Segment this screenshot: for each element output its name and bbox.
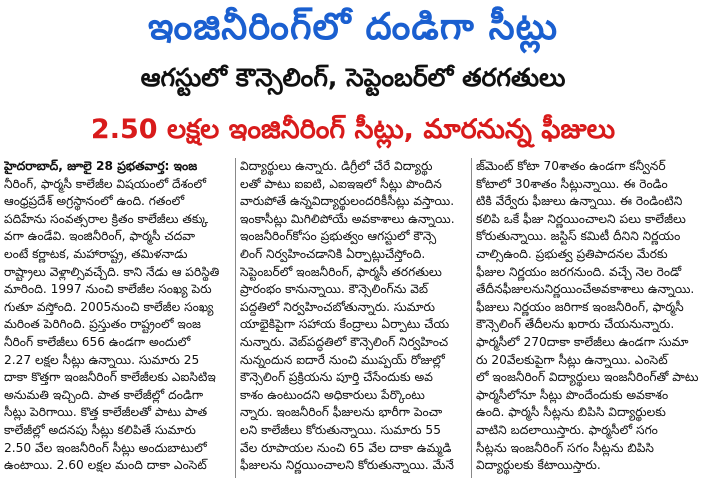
- article-line: ఉంది. ఫార్మసీ సీట్లను బిపిసి విద్యార్థులకు: [476, 405, 666, 420]
- article-line: 2.27 లక్షల సీట్లు ఉన్నాయి. సుమారు 25: [4, 352, 200, 367]
- article-line: నున్నందున ఐదారే నుంచి ముప్పయ్ రోజుల్లో: [240, 352, 445, 367]
- article-column-2: [240, 158, 466, 478]
- column-divider: [471, 158, 472, 478]
- article-line: ఉంటాయి. 2.60 లక్షల మంది దాకా ఎంసెట్: [4, 458, 207, 473]
- article-line: పద్ధతిలో నిర్వహించబోతున్నారు. సుమారు: [240, 299, 435, 314]
- article-line: దాకా కొత్తగా ఇంజనీరింగ్ కాలేజీలకు ఎఐసిటిఇ: [4, 370, 216, 385]
- article-line: అనుమతి ఇచ్చింది. పాత కాలేజీల్లో దండిగా: [4, 387, 204, 402]
- article-line: వాటిని బదలాయిస్తారు. ఫార్మసీలో సగం: [476, 422, 658, 437]
- article-line: లతో పాటు ఐఐటి, ఎఐఇఇలో సీట్లు పొందిన: [240, 176, 442, 191]
- article-line: విద్యార్థులకు కేటాయిస్తారు.: [476, 458, 601, 473]
- article-line: నున్నారు. వెబ్‌పద్ధతిలో కౌన్సెలింగ్ నిర్వహించ: [240, 334, 449, 349]
- headline: ఇంజినీరింగ్‌లో దండిగా సీట్లు: [147, 5, 559, 48]
- article-line: ఫార్మసీలోనూ సీట్లు పొందేందుకు అవకాశం: [476, 387, 669, 402]
- article-line: కాలేజీల్లో అదనపు సీట్లు కలిపితే సుమారు: [4, 422, 196, 437]
- article-line: తేదీనఫీజులనునిర్ణయించేఅవకాశాలు ఉన్నాయి.: [476, 282, 695, 297]
- secondary-subheadline: 2.50 లక్షల ఇంజినీరింగ్ సీట్లు, మారనున్న ఫీజులు: [90, 114, 616, 145]
- article-line: వగా ఉండేవి. ఇంజినీరింగ్, ఫార్మసీ చదవా: [4, 229, 195, 244]
- article-line: మరింత పెరిగింది. ప్రస్తుతం రాష్ట్రంలో ఇంజ: [4, 317, 201, 332]
- article-line: సెప్టెంబర్‌లో ఇంజనీరింగ్, ఫార్మసీ తరగతులు: [240, 264, 442, 279]
- article-line: కౌన్సెలింగ్ ప్రక్రియను పూర్తి చేసేందుకు అవ: [240, 370, 433, 385]
- article-line: ఫీజులను నిర్ణయించాలని కోరుతున్నాయి. మేనే: [240, 458, 454, 473]
- article-column-1: [4, 158, 230, 478]
- article-line: కోటాలో 30శాతం సీట్లున్నాయి. ఈ రెండిం: [476, 176, 668, 191]
- article-line: కోరుతున్నాయి. జస్టిస్ కమిటీ దీనిని నిర్ణయం: [476, 229, 681, 244]
- article-line: లని కాలేజీలు కోరుతున్నాయి. సుమారు 55: [240, 422, 441, 437]
- article-line: కౌన్సెలింగ్ తేదీలను ఖరారు చేయనున్నారు.: [476, 317, 675, 332]
- article-line: ఫీజుల నిర్ణయం జరగనుంది. వచ్చే నెల రెండో: [476, 264, 682, 279]
- article-line: హైదరాబాద్, జూలై 28 ప్రభతవార్త: ఇంజ: [4, 159, 198, 173]
- article-line: ఇంజనీరింగ్‌కోసం ప్రభుత్వం ఆగస్టులో కౌన్సె: [240, 229, 437, 244]
- article-line: కాశం ఉంటుందని అధికారులు పేర్కొంటు: [240, 387, 425, 402]
- article-line: సీట్లను ఇంజనీరింగ్ సగం సీట్లను బిపిసి: [476, 440, 654, 455]
- article-line: లంటే కర్ణాటక, మహారాష్ట్ర, తమిళనాడు: [4, 246, 188, 261]
- article-line: ఇంకాసీట్లు మిగిలిపోయే అవకాశాలు ఉన్నాయి.: [240, 211, 455, 226]
- article-line: మారింది. 1997 నుంచి కాలేజీల సంఖ్య పెరు: [4, 282, 212, 297]
- article-line: యాభైకిపైగా సహాయ కేంద్రాలు ఏర్పాటు చేయ: [240, 317, 450, 332]
- article-line: వేల రూపాయల నుంచి 65 వేల దాకా ఉమ్మడి: [240, 440, 452, 455]
- article-line: జ్‌మెంట్ కోటా 70శాతం ఉండగా కన్వీనర్: [476, 159, 666, 173]
- article-line: 2.50 వేల ఇంజనీరింగ్ సీట్లు అందుబాటులో: [4, 440, 207, 455]
- article-line: లింగ్ నిర్వహించడానికి ఏర్పాట్లుచేస్తోంది.: [240, 246, 426, 261]
- article-line: విద్యార్థులు ఉన్నారు. డిగ్రీలో చేరే విద్యార్థు: [240, 159, 433, 173]
- article-line: నీరింగ్ కాలేజీలు 656 ఉండగా అందులో: [4, 334, 191, 349]
- article-line: టికి వేర్వేరు ఫీజులు ఉన్నాయి. ఈ రెండింటిని: [476, 194, 683, 209]
- article-line: సీట్లు పెరిగాయి. కొత్త కాలేజీలతో పాటు పాత: [4, 405, 208, 420]
- article-line: రాష్ట్రాలు వెళ్లాల్సివచ్చేది. కాని నేడు ఆ పరిస్థితి: [4, 264, 220, 279]
- article-line: లో ఇంజనీరింగ్ విద్యార్థులు ఇంజనీరింగ్‌తో పాటు: [476, 370, 699, 385]
- article-line: పదిహేను సంవత్సరాల క్రితం కాలేజీలు తక్కు: [4, 211, 209, 226]
- article-column-3: [476, 158, 702, 478]
- article-line: ప్రారంభం కానున్నాయి. కౌన్సెలింగ్‌ను వెబ్: [240, 282, 429, 297]
- article-line: ఫార్మసీలో 270దాకా కాలేజీలు ఉండగా సుమా: [476, 334, 689, 349]
- article-body: [4, 158, 702, 478]
- article-line: రు 20వేలకుపైగా సీట్లు ఉన్నాయి. ఎంసెట్: [476, 352, 668, 367]
- article-line: ఫీజులు నిర్ణయం జరిగాక ఇంజనీరింగ్, ఫార్మసీ: [476, 299, 684, 314]
- article-line: కలిపి ఒకే ఫీజు నిర్ణయించాలని పలు కాలేజీలు: [476, 211, 686, 226]
- column-divider: [235, 158, 236, 478]
- subheadline: ఆగస్టులో కౌన్సెలింగ్, సెప్టెంబర్‌లో తరగతులు: [140, 63, 566, 92]
- article-line: గుతూ వస్తోంది. 2005నుంచి కాలేజీల సంఖ్య: [4, 299, 214, 314]
- article-line: వారుపోతే ఉన్నవిద్యార్థులందరికీసీట్లు వస్తాయి.: [240, 194, 455, 209]
- article-line: చాల్సిఉంది. ప్రభుత్వ ప్రతిపాదనల మేరకు: [476, 246, 668, 261]
- article-line: నీరింగ్, ఫార్మసీ కాలేజీల విషయంలో దేశంలో: [4, 176, 207, 191]
- article-line: న్నారు. ఇంజనీరింగ్ ఫీజులను భారీగా పెంచా: [240, 405, 443, 420]
- article-line: ఆంధ్రప్రదేశ్ అగ్రస్థానంలో ఉంది. గతంలో: [4, 194, 185, 209]
